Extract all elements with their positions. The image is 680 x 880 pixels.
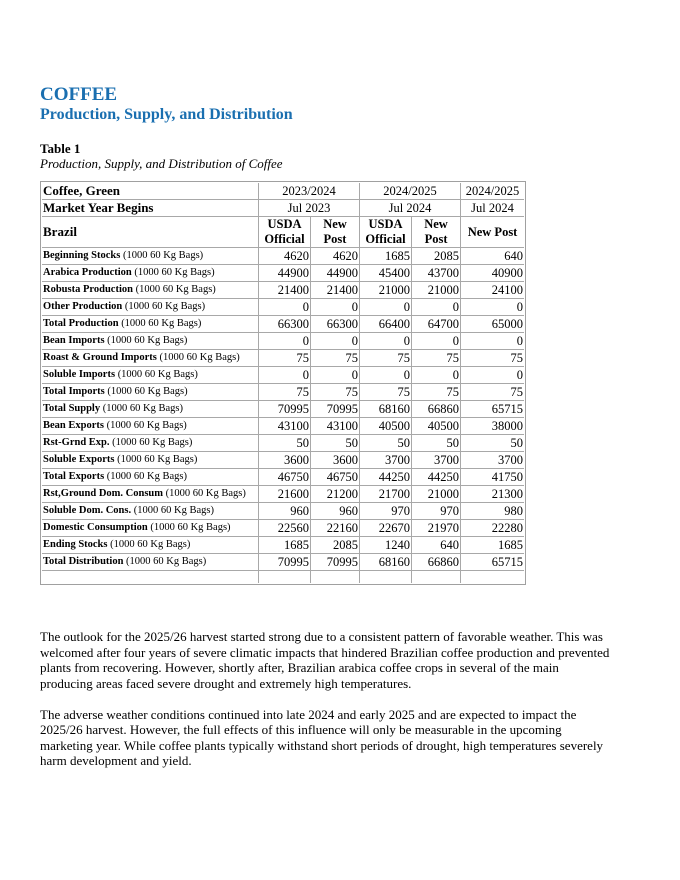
cell-value: 75 bbox=[412, 384, 461, 401]
row-unit: (1000 60 Kg Bags) bbox=[126, 556, 207, 567]
cell-value: 0 bbox=[412, 367, 461, 384]
column-header: New Post bbox=[311, 217, 360, 248]
row-label bbox=[42, 367, 259, 384]
cell-value: 0 bbox=[259, 299, 311, 316]
cell-value: 0 bbox=[461, 299, 524, 316]
cell-value: 45400 bbox=[360, 265, 412, 282]
cell-value: 70995 bbox=[259, 401, 311, 418]
row-unit: (1000 60 Kg Bags) bbox=[106, 420, 187, 431]
cell-value: 3700 bbox=[461, 452, 524, 469]
cell-value: 66300 bbox=[259, 316, 311, 333]
row-unit: (1000 60 Kg Bags) bbox=[159, 352, 240, 363]
cell-value: 970 bbox=[360, 503, 412, 520]
table-row bbox=[42, 554, 524, 571]
cell-value: 0 bbox=[311, 299, 360, 316]
commodity-label: Coffee, Green bbox=[42, 183, 259, 200]
cell-value: 44900 bbox=[259, 265, 311, 282]
row-label bbox=[42, 486, 259, 503]
table-row bbox=[42, 520, 524, 537]
cell-value: 22280 bbox=[461, 520, 524, 537]
header-row-year bbox=[42, 183, 524, 200]
row-label bbox=[42, 520, 259, 537]
row-name: Roast & Ground Imports bbox=[43, 352, 157, 363]
cell-value: 21970 bbox=[412, 520, 461, 537]
cell-value: 40500 bbox=[412, 418, 461, 435]
cell-value: 46750 bbox=[259, 469, 311, 486]
table-row bbox=[42, 469, 524, 486]
cell-value: 68160 bbox=[360, 401, 412, 418]
cell-value: 75 bbox=[412, 350, 461, 367]
row-label bbox=[42, 435, 259, 452]
paragraph: The outlook for the 2025/26 harvest started strong due to a consistent pattern of favorable weather. This was welcomed after four years of severe climatic impacts that hindered Brazilian coffee production and prevented plants from recovering. However, shortly after, Brazilian arabica coffee crops in several of the main producing areas faced severe drought and extremely high temperatures. bbox=[40, 629, 610, 691]
table-row bbox=[42, 537, 524, 554]
table-row bbox=[42, 265, 524, 282]
cell-value: 1685 bbox=[461, 537, 524, 554]
market-year-label: Market Year Begins bbox=[42, 200, 259, 217]
row-unit: (1000 60 Kg Bags) bbox=[117, 454, 198, 465]
empty-cell bbox=[311, 571, 360, 583]
cell-value: 40500 bbox=[360, 418, 412, 435]
cell-value: 3700 bbox=[360, 452, 412, 469]
row-name: Ending Stocks bbox=[43, 539, 108, 550]
row-unit: (1000 60 Kg Bags) bbox=[133, 505, 214, 516]
cell-value: 22160 bbox=[311, 520, 360, 537]
empty-cell bbox=[360, 571, 412, 583]
table-row bbox=[42, 350, 524, 367]
row-name: Robusta Production bbox=[43, 284, 133, 295]
row-unit: (1000 60 Kg Bags) bbox=[165, 488, 246, 499]
cell-value: 960 bbox=[311, 503, 360, 520]
cell-value: 50 bbox=[360, 435, 412, 452]
row-unit: (1000 60 Kg Bags) bbox=[112, 437, 193, 448]
cell-value: 0 bbox=[412, 333, 461, 350]
cell-value: 41750 bbox=[461, 469, 524, 486]
cell-value: 0 bbox=[259, 367, 311, 384]
market-year-begins: Jul 2024 bbox=[360, 200, 461, 217]
table-row bbox=[42, 435, 524, 452]
cell-value: 50 bbox=[412, 435, 461, 452]
table-row bbox=[42, 384, 524, 401]
cell-value: 46750 bbox=[311, 469, 360, 486]
row-unit: (1000 60 Kg Bags) bbox=[107, 386, 188, 397]
row-label bbox=[42, 537, 259, 554]
cell-value: 21000 bbox=[360, 282, 412, 299]
table-row bbox=[42, 486, 524, 503]
column-header: New Post bbox=[461, 217, 524, 248]
cell-value: 66300 bbox=[311, 316, 360, 333]
cell-value: 21200 bbox=[311, 486, 360, 503]
cell-value: 65715 bbox=[461, 554, 524, 571]
cell-value: 70995 bbox=[311, 554, 360, 571]
cell-value: 50 bbox=[311, 435, 360, 452]
cell-value: 66400 bbox=[360, 316, 412, 333]
row-name: Arabica Production bbox=[43, 267, 132, 278]
cell-value: 0 bbox=[461, 367, 524, 384]
table-row bbox=[42, 452, 524, 469]
cell-value: 75 bbox=[461, 350, 524, 367]
cell-value: 4620 bbox=[311, 248, 360, 265]
cell-value: 44250 bbox=[360, 469, 412, 486]
table-row bbox=[42, 503, 524, 520]
cell-value: 1240 bbox=[360, 537, 412, 554]
cell-value: 75 bbox=[461, 384, 524, 401]
cell-value: 43700 bbox=[412, 265, 461, 282]
row-label bbox=[42, 265, 259, 282]
cell-value: 21400 bbox=[311, 282, 360, 299]
cell-value: 970 bbox=[412, 503, 461, 520]
header-row-columns bbox=[42, 217, 524, 248]
page-subtitle: Production, Supply, and Distribution bbox=[40, 106, 293, 123]
cell-value: 38000 bbox=[461, 418, 524, 435]
cell-value: 22560 bbox=[259, 520, 311, 537]
header-row-market-year bbox=[42, 200, 524, 217]
cell-value: 75 bbox=[360, 350, 412, 367]
row-unit: (1000 60 Kg Bags) bbox=[135, 284, 216, 295]
cell-value: 75 bbox=[311, 350, 360, 367]
row-label bbox=[42, 554, 259, 571]
row-unit: (1000 60 Kg Bags) bbox=[122, 250, 204, 261]
row-name: Rst-Grnd Exp. bbox=[43, 437, 110, 448]
cell-value: 3600 bbox=[311, 452, 360, 469]
row-unit: (1000 60 Kg Bags) bbox=[124, 301, 206, 312]
row-label bbox=[42, 299, 259, 316]
cell-value: 21400 bbox=[259, 282, 311, 299]
cell-value: 0 bbox=[259, 333, 311, 350]
table-caption: Production, Supply, and Distribution of Coffee bbox=[40, 156, 283, 171]
cell-value: 44250 bbox=[412, 469, 461, 486]
cell-value: 70995 bbox=[311, 401, 360, 418]
cell-value: 0 bbox=[461, 333, 524, 350]
cell-value: 21700 bbox=[360, 486, 412, 503]
row-name: Domestic Consumption bbox=[43, 522, 148, 533]
table-row bbox=[42, 316, 524, 333]
cell-value: 640 bbox=[461, 248, 524, 265]
cell-value: 2085 bbox=[311, 537, 360, 554]
cell-value: 0 bbox=[360, 299, 412, 316]
cell-value: 43100 bbox=[311, 418, 360, 435]
cell-value: 3600 bbox=[259, 452, 311, 469]
cell-value: 960 bbox=[259, 503, 311, 520]
row-name: Beginning Stocks bbox=[43, 250, 121, 261]
cell-value: 40900 bbox=[461, 265, 524, 282]
paragraph: The adverse weather conditions continued into late 2024 and early 2025 and are expected to impact the 2025/26 harvest. However, the full effects of this influence will only be measurable in the upcoming marketing year. While coffee plants typically withstand short periods of drought, high temperatures severely harm development and yield. bbox=[40, 706, 604, 768]
cell-value: 2085 bbox=[412, 248, 461, 265]
row-name: Rst,Ground Dom. Consum bbox=[43, 488, 163, 499]
table-label: Table 1 bbox=[40, 141, 81, 156]
cell-value: 3700 bbox=[412, 452, 461, 469]
row-label bbox=[42, 503, 259, 520]
psd-table bbox=[42, 183, 524, 583]
cell-value: 21000 bbox=[412, 486, 461, 503]
row-name: Total Distribution bbox=[43, 556, 124, 567]
year-header: 2023/2024 bbox=[259, 183, 360, 200]
cell-value: 0 bbox=[311, 333, 360, 350]
cell-value: 66860 bbox=[412, 401, 461, 418]
table-row bbox=[42, 299, 524, 316]
row-name: Bean Exports bbox=[43, 420, 104, 431]
cell-value: 65715 bbox=[461, 401, 524, 418]
row-unit: (1000 60 Kg Bags) bbox=[102, 403, 183, 414]
cell-value: 75 bbox=[259, 384, 311, 401]
cell-value: 24100 bbox=[461, 282, 524, 299]
cell-value: 50 bbox=[461, 435, 524, 452]
cell-value: 0 bbox=[360, 333, 412, 350]
table-row bbox=[42, 248, 524, 265]
row-name: Soluble Exports bbox=[43, 454, 115, 465]
row-name: Bean Imports bbox=[43, 335, 105, 346]
row-label bbox=[42, 316, 259, 333]
body-text bbox=[40, 629, 610, 784]
empty-row bbox=[42, 571, 524, 583]
cell-value: 50 bbox=[259, 435, 311, 452]
psd-table-container bbox=[40, 181, 526, 585]
cell-value: 70995 bbox=[259, 554, 311, 571]
cell-value: 0 bbox=[360, 367, 412, 384]
row-label bbox=[42, 452, 259, 469]
row-name: Other Production bbox=[43, 301, 123, 312]
cell-value: 65000 bbox=[461, 316, 524, 333]
row-label bbox=[42, 384, 259, 401]
empty-cell bbox=[461, 571, 524, 583]
row-unit: (1000 60 Kg Bags) bbox=[110, 539, 191, 550]
table-row bbox=[42, 418, 524, 435]
column-header: USDA Official bbox=[360, 217, 412, 248]
cell-value: 1685 bbox=[360, 248, 412, 265]
cell-value: 66860 bbox=[412, 554, 461, 571]
empty-cell bbox=[42, 571, 259, 583]
cell-value: 1685 bbox=[259, 537, 311, 554]
row-unit: (1000 60 Kg Bags) bbox=[106, 471, 187, 482]
empty-cell bbox=[412, 571, 461, 583]
row-unit: (1000 60 Kg Bags) bbox=[134, 267, 215, 278]
row-unit: (1000 60 Kg Bags) bbox=[121, 318, 202, 329]
table-row bbox=[42, 367, 524, 384]
row-unit: (1000 60 Kg Bags) bbox=[107, 335, 188, 346]
cell-value: 21300 bbox=[461, 486, 524, 503]
row-unit: (1000 60 Kg Bags) bbox=[117, 369, 198, 380]
row-label bbox=[42, 469, 259, 486]
row-name: Total Supply bbox=[43, 403, 101, 414]
cell-value: 68160 bbox=[360, 554, 412, 571]
year-header: 2024/2025 bbox=[360, 183, 461, 200]
cell-value: 4620 bbox=[259, 248, 311, 265]
column-header: USDA Official bbox=[259, 217, 311, 248]
cell-value: 0 bbox=[412, 299, 461, 316]
row-label bbox=[42, 401, 259, 418]
country-label: Brazil bbox=[42, 217, 259, 248]
table-row bbox=[42, 333, 524, 350]
row-unit: (1000 60 Kg Bags) bbox=[150, 522, 231, 533]
cell-value: 21000 bbox=[412, 282, 461, 299]
cell-value: 0 bbox=[311, 367, 360, 384]
row-label bbox=[42, 248, 259, 265]
row-label bbox=[42, 333, 259, 350]
year-header: 2024/2025 bbox=[461, 183, 524, 200]
table-row bbox=[42, 401, 524, 418]
cell-value: 75 bbox=[360, 384, 412, 401]
market-year-begins: Jul 2024 bbox=[461, 200, 524, 217]
cell-value: 44900 bbox=[311, 265, 360, 282]
cell-value: 21600 bbox=[259, 486, 311, 503]
cell-value: 75 bbox=[311, 384, 360, 401]
document-page bbox=[40, 84, 640, 585]
column-header: New Post bbox=[412, 217, 461, 248]
row-label bbox=[42, 350, 259, 367]
row-label bbox=[42, 418, 259, 435]
row-name: Total Imports bbox=[43, 386, 105, 397]
row-name: Soluble Dom. Cons. bbox=[43, 505, 132, 516]
row-name: Soluble Imports bbox=[43, 369, 116, 380]
page-title: COFFEE bbox=[40, 84, 118, 105]
cell-value: 43100 bbox=[259, 418, 311, 435]
cell-value: 640 bbox=[412, 537, 461, 554]
empty-cell bbox=[259, 571, 311, 583]
cell-value: 75 bbox=[259, 350, 311, 367]
market-year-begins: Jul 2023 bbox=[259, 200, 360, 217]
row-label bbox=[42, 282, 259, 299]
row-name: Total Production bbox=[43, 318, 119, 329]
cell-value: 980 bbox=[461, 503, 524, 520]
row-name: Total Exports bbox=[43, 471, 105, 482]
cell-value: 64700 bbox=[412, 316, 461, 333]
cell-value: 22670 bbox=[360, 520, 412, 537]
table-row bbox=[42, 282, 524, 299]
